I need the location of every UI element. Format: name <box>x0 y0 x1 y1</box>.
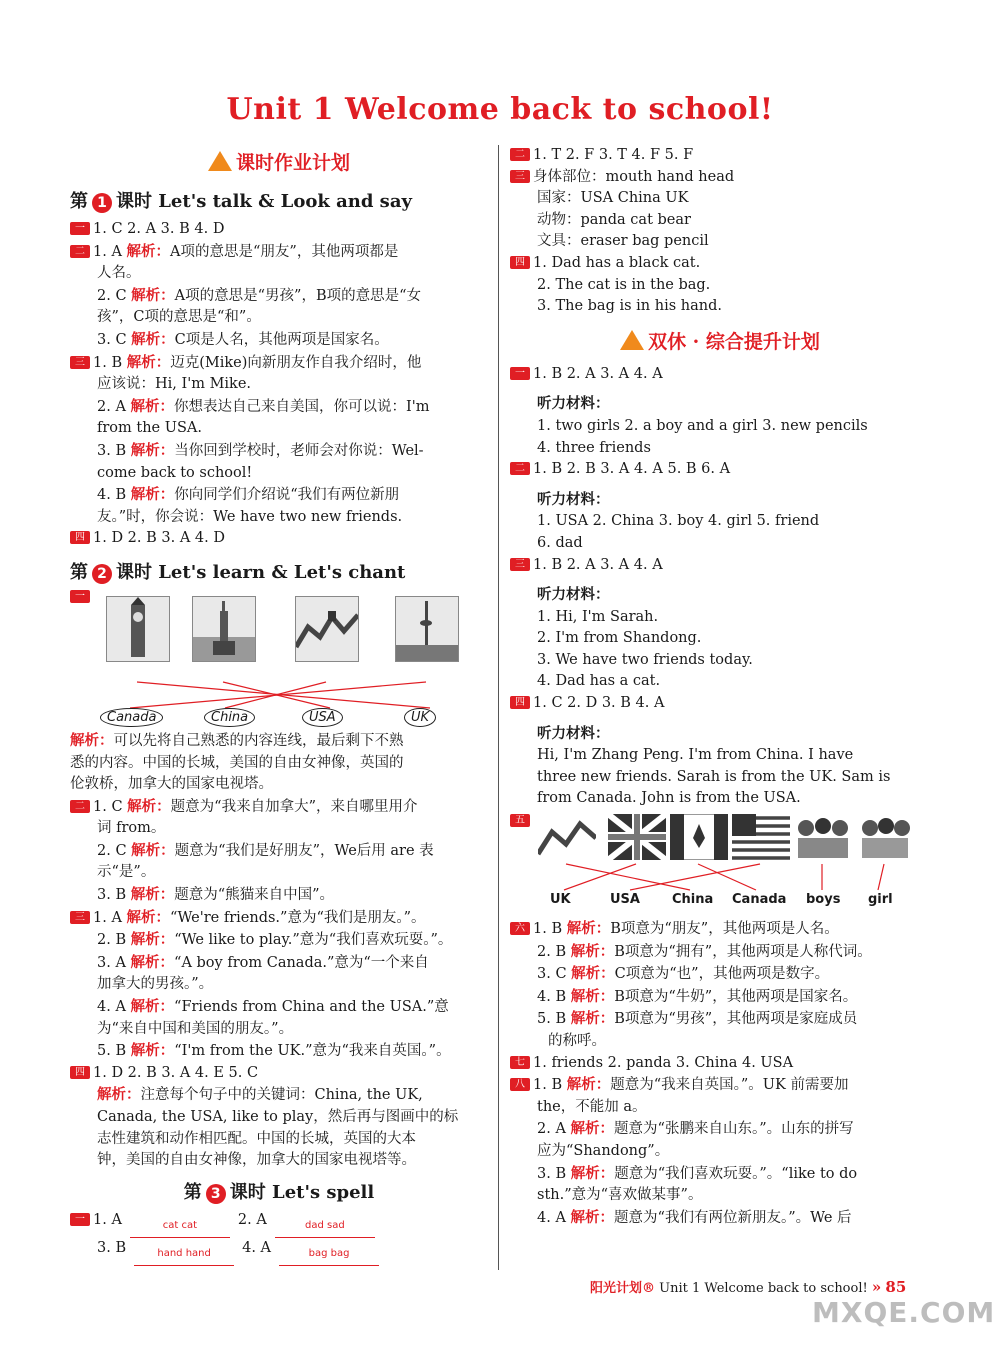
answer-text: 国家：USA China UK <box>537 190 689 207</box>
answer-text: 3. B <box>97 887 131 904</box>
lesson-3-remaining-answers <box>510 145 930 318</box>
answer-line <box>510 1097 930 1119</box>
answer-text: 3. B <box>537 1165 571 1182</box>
spell-blank: hand hand <box>134 1247 234 1266</box>
answer-text: three new friends. Sarah is from the UK. Sam is <box>537 768 891 785</box>
footer-unit-title: Unit 1 Welcome back to school! <box>659 1281 868 1296</box>
answer-line <box>510 253 930 275</box>
analysis-text: “Friends from China and the USA.”意 <box>174 999 449 1016</box>
label-china: China <box>672 892 714 908</box>
answer-line <box>510 628 930 650</box>
answer-line <box>70 730 488 753</box>
answer-text: 1. Dad has a black cat. <box>533 254 701 271</box>
answer-text: 1. B <box>93 354 127 371</box>
analysis-text: 当你回到学校时，老师会对你说：Wel- <box>174 442 424 459</box>
answer-line <box>510 511 930 533</box>
analysis-text: A项的意思是“男孩”，B项的意思是“女 <box>174 287 422 304</box>
page-footer <box>590 1277 906 1296</box>
answer-text: 1. A <box>93 243 127 260</box>
answer-line <box>510 671 930 693</box>
answer-line <box>70 1019 488 1041</box>
answer-text: 3. We have two friends today. <box>537 651 753 668</box>
analysis-label: 解析： <box>130 953 175 971</box>
question-number: 二 <box>510 148 530 161</box>
weekend-answers <box>510 364 930 810</box>
answer-text: 人名。 <box>97 265 141 282</box>
answer-text: 3. A <box>97 954 131 971</box>
answer-text: 3. C <box>97 331 132 348</box>
analysis-label: 解析： <box>566 1076 611 1094</box>
answer-line <box>70 528 488 550</box>
spell-row-1: 一 1. A cat cat 2. A dad sad <box>70 1210 488 1238</box>
answer-text: 4. three friends <box>537 439 651 456</box>
answer-line <box>70 753 488 775</box>
answer-text: 1. C <box>93 798 128 815</box>
analysis-text: 题意为“我们喜欢玩耍。”。“like to do <box>614 1165 858 1182</box>
lesson-2-answers <box>70 730 488 1172</box>
label-uk: UK <box>404 708 436 727</box>
answer-line <box>510 296 930 318</box>
answer-text: 3. B <box>97 442 131 459</box>
question-number: 八 <box>510 1078 530 1091</box>
answer-line <box>510 416 930 438</box>
answer-line <box>510 1207 930 1230</box>
answer-line <box>510 438 930 460</box>
answer-text: 词 from。 <box>97 820 166 837</box>
answer-text: 应为“Shandong”。 <box>537 1142 670 1159</box>
question-number: 二 <box>70 800 90 813</box>
answer-line <box>70 862 488 884</box>
answer-line <box>510 963 930 986</box>
answer-text: come back to school! <box>97 464 253 481</box>
answer-text: 1. friends 2. panda 3. China 4. USA <box>533 1054 794 1071</box>
question-number: 一 <box>70 222 90 235</box>
analysis-label: 解析： <box>131 841 175 859</box>
analysis-text: 题意为“我来自英国。”。UK 前需要加 <box>610 1077 849 1094</box>
analysis-text: B项意为“牛奶”，其他两项是国家名。 <box>614 988 858 1005</box>
analysis-label: 解析： <box>131 286 175 304</box>
answer-line <box>70 1063 488 1085</box>
spacer <box>510 576 930 584</box>
analysis-label: 解析： <box>126 242 171 260</box>
question-number: 一 <box>70 1213 90 1226</box>
answer-text: 文具：eraser bag pencil <box>537 233 709 250</box>
answer-line <box>70 374 488 396</box>
matching-lines <box>510 810 930 918</box>
answer-line <box>510 986 930 1009</box>
question-number: 四 <box>510 256 530 269</box>
analysis-text: “We like to play.”意为“我们喜欢玩耍。”。 <box>174 932 453 949</box>
lesson-2-heading: 第 2 课时 Let's learn & Let's chant <box>70 561 406 583</box>
answer-line <box>510 584 930 607</box>
analysis-text: “A boy from Canada.”意为“一个来自 <box>174 954 429 971</box>
answer-text: sth.”意为“喜欢做某事”。 <box>537 1187 703 1204</box>
answer-line <box>510 459 930 481</box>
lesson-3-heading: 第 3 课时 Let's spell <box>183 1181 375 1203</box>
analysis-text: 题意为“熊猫来自中国”。 <box>174 887 335 904</box>
analysis-text: B项意为“朋友”，其他两项是人名。 <box>610 921 839 938</box>
answer-text: 1. D 2. B 3. A 4. D <box>93 530 225 547</box>
answer-line <box>510 188 930 210</box>
answer-line <box>510 767 930 789</box>
answer-line <box>510 275 930 297</box>
analysis-text: 题意为“我们是好朋友”，We后用 are 表 <box>174 842 434 859</box>
answer-line <box>70 974 488 996</box>
answer-line <box>70 818 488 840</box>
question-number: 三 <box>70 911 90 924</box>
answer-text: 2. I'm from Shandong. <box>537 630 702 647</box>
right-column <box>510 145 930 1229</box>
watermark: MXQE.COM <box>812 1296 996 1329</box>
label-china: China <box>204 708 255 727</box>
answer-text: 1. T 2. F 3. T 4. F 5. F <box>533 147 694 163</box>
analysis-text: 你向同学们介绍说“我们有两位新朋 <box>174 487 400 504</box>
label-usa: USA <box>302 708 343 727</box>
answer-text: 1. B 2. B 3. A 4. A 5. B 6. A <box>533 461 731 478</box>
analysis-text: 你想表达自己来自美国，你可以说：I'm <box>174 398 430 415</box>
answer-line <box>510 745 930 767</box>
answer-text: 2. B <box>97 932 131 949</box>
answer-line <box>70 507 488 529</box>
answer-line <box>510 1053 930 1075</box>
answer-text: 身体部位：mouth hand head <box>533 168 735 185</box>
answer-line <box>70 774 488 796</box>
answer-text: 1. B <box>533 921 567 938</box>
question-number: 一 <box>510 367 530 380</box>
answer-text: 5. B <box>97 1043 131 1060</box>
answer-text: 示“是”。 <box>97 864 156 881</box>
answer-text: 4. A <box>97 999 131 1016</box>
answer-text: 2. C <box>97 842 132 859</box>
answer-text: 2. A <box>97 398 131 415</box>
answer-line <box>70 1040 488 1063</box>
lesson-number-badge: 3 <box>206 1184 226 1204</box>
analysis-text: 题意为“我来自加拿大”，来自哪里用介 <box>170 798 418 815</box>
answer-text: 1. C 2. A 3. B 4. D <box>93 221 225 237</box>
answer-line <box>510 723 930 746</box>
analysis-label: 解析： <box>566 920 611 938</box>
question-number: 二 <box>70 245 90 258</box>
spell-blank: cat cat <box>130 1219 230 1238</box>
question-number: 三 <box>510 170 530 183</box>
answer-text: 4. B <box>97 487 131 504</box>
answer-line <box>70 307 488 329</box>
analysis-text: C项意为“也”，其他两项是数字。 <box>614 966 830 983</box>
analysis-label: 解析： <box>70 731 114 749</box>
lesson-number-badge: 1 <box>92 193 112 213</box>
spell-blank: dad sad <box>275 1219 375 1238</box>
listening-material-label: 听力材料： <box>537 724 610 742</box>
analysis-text: A项的意思是“朋友”，其他两项都是 <box>170 243 399 260</box>
analysis-text: 注意每个句子中的关键词：China, the UK, <box>140 1087 423 1104</box>
answer-line <box>70 352 488 375</box>
analysis-label: 解析： <box>130 998 175 1016</box>
answer-line <box>510 1163 930 1186</box>
answer-text: 的称呼。 <box>548 1033 606 1049</box>
answer-text: 1. Hi, I'm Sarah. <box>537 608 659 625</box>
answer-line <box>70 907 488 930</box>
answer-line <box>70 241 488 264</box>
label-canada: Canada <box>732 892 787 908</box>
answer-line <box>70 952 488 975</box>
answer-line <box>70 329 488 352</box>
answer-text: 2. B <box>537 943 571 960</box>
analysis-label: 解析： <box>130 1042 175 1060</box>
answer-text: 应该说：Hi, I'm Mike. <box>97 376 252 393</box>
answer-line <box>510 1008 930 1031</box>
analysis-label: 解析： <box>130 931 175 949</box>
answer-text: 1. two girls 2. a boy and a girl 3. new pencils <box>537 417 868 434</box>
answer-text: 加拿大的男孩。”。 <box>97 976 214 993</box>
answer-line <box>510 167 930 189</box>
analysis-label: 解析： <box>130 486 175 504</box>
answer-text: 悉的内容。中国的长城，美国的自由女神像，英国的 <box>70 754 404 771</box>
answer-line <box>510 364 930 386</box>
answer-text: 3. C <box>537 966 572 983</box>
flag-pictures <box>510 810 930 918</box>
answer-text: 1. C 2. D 3. B 4. A <box>533 695 665 712</box>
answer-text: 1. A <box>93 909 127 926</box>
analysis-text: 题意为“张鹏来自山东。”。山东的拼写 <box>614 1121 854 1138</box>
analysis-text: B项意为“男孩”，其他两项是家庭成员 <box>614 1011 858 1028</box>
answer-line <box>70 219 488 241</box>
answer-text: 1. USA 2. China 3. boy 4. girl 5. friend <box>537 513 820 530</box>
section-head-homework: 课时作业计划 <box>70 145 488 185</box>
answer-line <box>70 463 488 485</box>
answer-text: Canada, the USA, like to play，然后再与图画中的标 <box>97 1109 459 1125</box>
lesson-number-badge: 2 <box>92 564 112 584</box>
spell-row-2: 3. B hand hand 4. A bag bag <box>70 1238 488 1266</box>
answer-text: 志性建筑和动作相匹配。中国的长城，英国的大本 <box>97 1130 416 1147</box>
label-usa: USA <box>610 892 640 908</box>
question-number: 七 <box>510 1056 530 1069</box>
answer-text: from the USA. <box>97 420 202 437</box>
answer-text: from Canada. John is from the USA. <box>537 790 801 807</box>
answer-line <box>510 607 930 629</box>
analysis-label: 解析： <box>126 353 171 371</box>
answer-line <box>70 840 488 863</box>
answer-text: 友。”时，你会说：We have two new friends. <box>97 508 403 525</box>
answer-line <box>70 263 488 285</box>
answer-text: 4. Dad has a cat. <box>537 673 661 690</box>
label-canada: Canada <box>100 708 163 727</box>
analysis-text: 题意为“我们有两位新朋友。”。We 后 <box>614 1209 852 1226</box>
analysis-label: 解析： <box>130 397 175 415</box>
answer-text: 2. The cat is in the bag. <box>537 276 711 293</box>
answer-line <box>70 884 488 907</box>
answer-line <box>510 145 930 167</box>
answer-text: 1. B 2. A 3. A 4. A <box>533 365 663 382</box>
answer-text: 1. D 2. B 3. A 4. E 5. C <box>93 1064 259 1081</box>
lesson-1-answers <box>70 219 488 550</box>
question-number: 五 <box>510 814 530 827</box>
analysis-text: 可以先将自己熟悉的内容连线，最后剩下不熟 <box>113 732 404 749</box>
question-number: 三 <box>70 356 90 369</box>
answer-line <box>70 996 488 1019</box>
column-divider <box>498 145 499 1270</box>
answer-line <box>70 285 488 308</box>
answer-text: 3. The bag is in his hand. <box>537 298 722 315</box>
answer-line <box>510 650 930 672</box>
exercises-6-to-8-answers <box>510 918 930 1229</box>
analysis-label: 解析： <box>570 1120 615 1138</box>
question-number: 四 <box>70 531 90 544</box>
answer-line <box>70 1129 488 1151</box>
analysis-label: 解析： <box>130 886 175 904</box>
answer-line <box>70 1084 488 1107</box>
answer-text: 伦敦桥，加拿大的国家电视塔。 <box>70 776 273 793</box>
unit-title: Unit 1 Welcome back to school! <box>226 92 774 127</box>
answer-text: the，不能加 a。 <box>537 1098 647 1115</box>
question-number: 三 <box>510 558 530 571</box>
answer-text: 2. C <box>97 287 132 304</box>
answer-text: 2. A <box>537 1121 571 1138</box>
answer-text: 孩”，C项的意思是“和”。 <box>97 309 261 326</box>
question-number: 四 <box>510 696 530 709</box>
brand-name: 阳光计划® <box>590 1281 656 1296</box>
answer-line <box>510 788 930 810</box>
answer-line <box>510 1141 930 1163</box>
answer-line <box>70 796 488 819</box>
answer-line <box>510 533 930 555</box>
label-boys: boys <box>806 892 841 908</box>
section-head-weekend: 双休 · 综合提升计划 <box>510 324 930 364</box>
answer-line <box>70 1107 488 1129</box>
spacer <box>510 481 930 489</box>
analysis-label: 解析： <box>131 330 175 348</box>
answer-line <box>510 489 930 512</box>
listening-material-label: 听力材料： <box>537 395 610 413</box>
answer-text: 4. A <box>537 1209 571 1226</box>
analysis-label: 解析： <box>97 1086 141 1104</box>
listening-material-label: 听力材料： <box>537 586 610 604</box>
analysis-label: 解析： <box>127 797 171 815</box>
answer-line <box>70 1150 488 1172</box>
question-number: 四 <box>70 1066 90 1079</box>
answer-line <box>510 210 930 232</box>
answer-text: Hi, I'm Zhang Peng. I'm from China. I have <box>537 747 854 764</box>
question-number: 六 <box>510 922 530 935</box>
spacer <box>510 715 930 723</box>
question-number: 二 <box>510 462 530 475</box>
answer-line <box>70 484 488 507</box>
lesson-1-heading: 第 1 课时 Let's talk & Look and say <box>70 191 412 212</box>
footer-arrows: » <box>871 1278 882 1296</box>
analysis-text: “We're friends.”意为“我们是朋友。”。 <box>170 909 426 926</box>
label-uk: UK <box>550 892 571 908</box>
analysis-text: B项意为“拥有”，其他两项是人称代词。 <box>614 943 872 960</box>
answer-line <box>510 1074 930 1097</box>
analysis-label: 解析： <box>130 441 175 459</box>
label-girl: girl <box>868 892 893 908</box>
answer-line <box>70 396 488 419</box>
analysis-label: 解析： <box>570 942 615 960</box>
answer-text: 动物：panda cat bear <box>537 211 691 228</box>
answer-line <box>510 918 930 941</box>
left-column <box>70 145 488 1266</box>
question-number: 一 <box>70 590 90 603</box>
answer-line <box>70 929 488 952</box>
answer-text: 钟，美国的自由女神像，加拿大的国家电视塔等。 <box>97 1152 416 1169</box>
answer-text: 为“来自中国和美国的朋友。”。 <box>97 1020 294 1037</box>
answer-line <box>70 440 488 463</box>
matching-pictures <box>70 590 488 730</box>
analysis-label: 解析： <box>570 987 615 1005</box>
answer-text: 1. B <box>533 1077 567 1094</box>
analysis-label: 解析： <box>570 1164 615 1182</box>
spacer <box>510 385 930 393</box>
analysis-label: 解析： <box>126 908 171 926</box>
answer-line <box>510 393 930 416</box>
analysis-label: 解析： <box>570 1010 615 1028</box>
page-number: 85 <box>885 1278 907 1296</box>
answer-line <box>510 1031 930 1053</box>
answer-line <box>70 418 488 440</box>
analysis-text: C项是人名，其他两项是国家名。 <box>174 331 389 348</box>
answer-line <box>510 231 930 253</box>
triangle-a-icon <box>620 330 644 350</box>
answer-line <box>510 1185 930 1207</box>
analysis-text: “I'm from the UK.”意为“我来自英国。”。 <box>174 1043 451 1060</box>
answer-text: 1. B 2. A 3. A 4. A <box>533 556 663 573</box>
answer-text: 5. B <box>537 1011 571 1028</box>
listening-material-label: 听力材料： <box>537 490 610 508</box>
answer-text: 6. dad <box>537 534 583 551</box>
triangle-a-icon <box>208 151 232 171</box>
analysis-label: 解析： <box>570 1208 615 1226</box>
answer-line <box>510 555 930 577</box>
spell-blank: bag bag <box>279 1247 379 1266</box>
analysis-text: 迈克(Mike)向新朋友作自我介绍时，他 <box>170 354 422 371</box>
answer-line <box>510 693 930 715</box>
analysis-label: 解析： <box>571 965 615 983</box>
answer-line <box>510 1118 930 1141</box>
answer-line <box>510 941 930 964</box>
answer-text: 4. B <box>537 988 571 1005</box>
